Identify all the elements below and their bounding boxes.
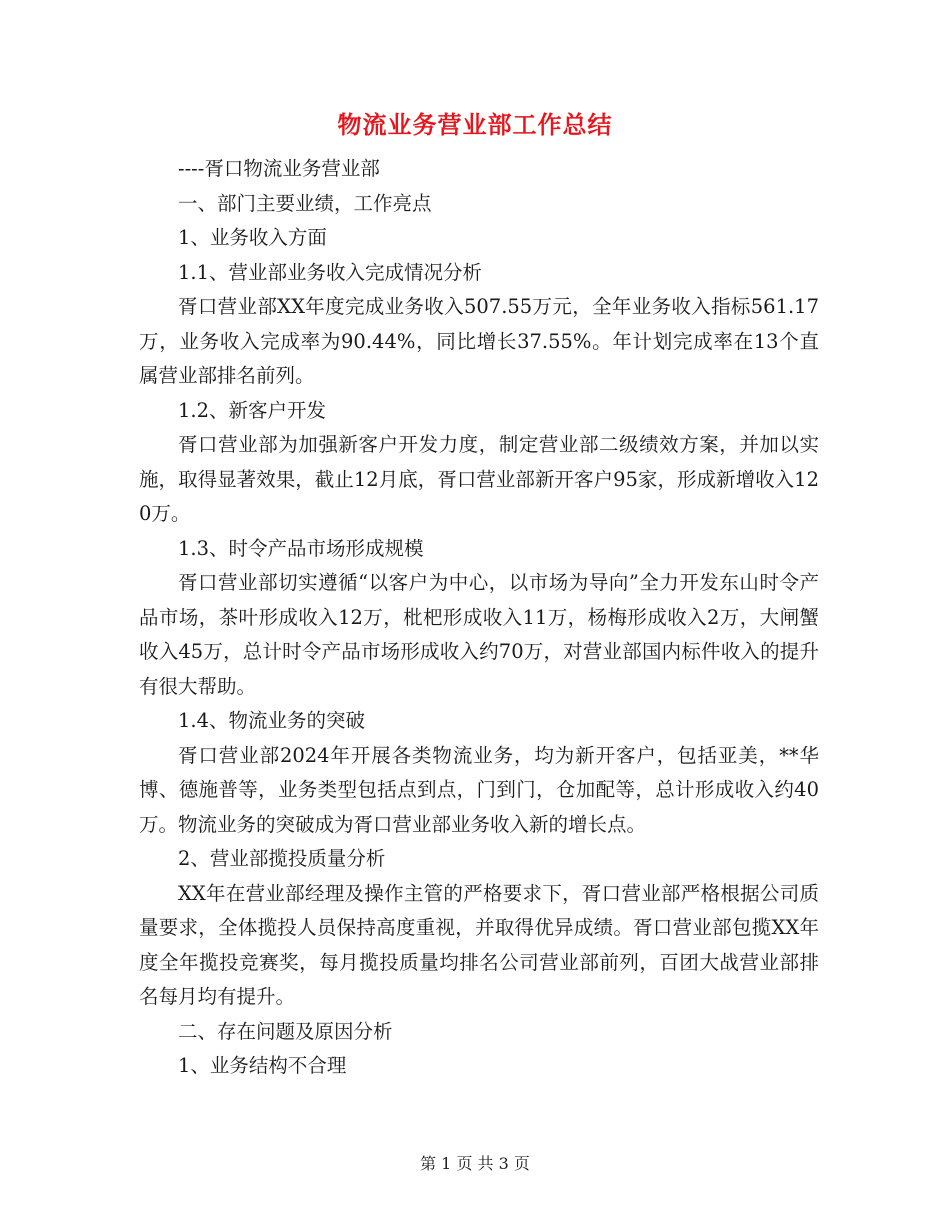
heading-section-1: 一、部门主要业绩，工作亮点 [178,191,432,215]
heading-1-3: 1.3、时令产品市场形成规模 [178,536,424,560]
document-body [139,152,819,1084]
document-title: 物流业务营业部工作总结 [337,110,613,139]
heading-1-2: 1.2、新客户开发 [178,398,327,422]
paragraph-subtitle: ----胥口物流业务营业部 [178,157,380,180]
paragraph-revenue: 胥口营业部XX年度完成业务收入507.55万元，全年业务收入指标561.17万，业务收入完成率为90.44%，同比增长37.55%。年计划完成率在13个直属营业部排名前列。 [139,295,819,387]
paragraph-logistics-breakthrough: 胥口营业部2024年开展各类物流业务，均为新开客户，包括亚美，**华博、德施普等，业务类型包括点到点，门到门，仓加配等，总计形成收入约40万。物流业务的突破成为胥口营业部业务收入新的增长点。 [139,743,819,836]
heading-1-4: 1.4、物流业务的突破 [178,709,366,732]
heading-2: 2、营业部揽投质量分析 [178,847,386,870]
heading-1: 1、业务收入方面 [178,226,327,249]
paragraph-seasonal-products: 胥口营业部切实遵循“以客户为中心，以市场为导向”全力开发东山时令产品市场，茶叶形成收入12万，枇杷形成收入11万，杨梅形成收入2万，大闸蟹收入45万，总计时令产品市场形成收入约70万，对营业部国内标件收入的提升有很大帮助。 [139,571,819,698]
heading-section-2: 二、存在问题及原因分析 [178,1019,393,1043]
heading-2-1: 1、业务结构不合理 [178,1054,347,1077]
page-number-footer: 第 1 页 共 3 页 [420,1154,530,1173]
paragraph-new-customers: 胥口营业部为加强新客户开发力度，制定营业部二级绩效方案，并加以实施，取得显著效果，截止12月底，胥口营业部新开客户95家，形成新增收入120万。 [139,433,819,525]
paragraph-quality: XX年在营业部经理及操作主管的严格要求下，胥口营业部严格根据公司质量要求，全体揽投人员保持高度重视，并取得优异成绩。胥口营业部包揽XX年度全年揽投竞赛奖，每月揽投质量均排名公司营业部前列，百团大战营业部排名每月均有提升。 [139,881,819,1008]
heading-1-1: 1.1、营业部业务收入完成情况分析 [178,260,483,284]
